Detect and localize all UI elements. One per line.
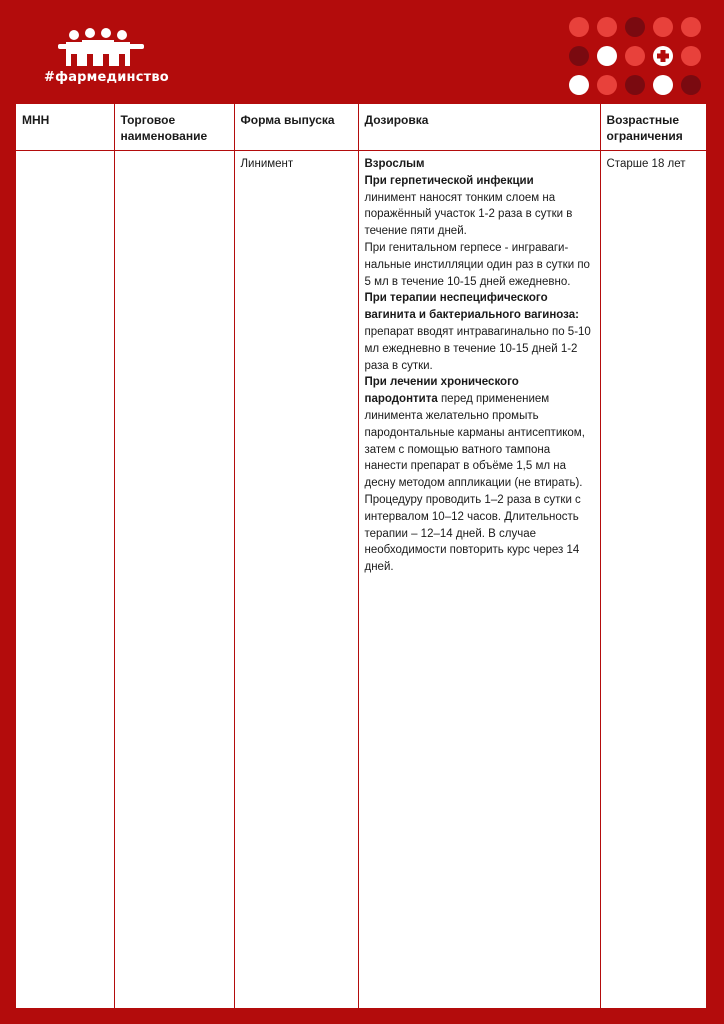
dosage-vaginitis-text: препарат вводят интравагинально по 5-10 мл ежедневно в течение 10-15 дней 1-2 раза в сутки.	[364, 325, 591, 372]
header-form: Форма выпуска	[234, 104, 358, 151]
cell-form: Линимент	[234, 151, 358, 1009]
cell-age: Старше 18 лет	[600, 151, 706, 1009]
dosage-vaginitis	[365, 290, 594, 374]
dosage-adults: Взрослым	[364, 158, 425, 170]
dosage-vaginitis-title: При терапии неспецифического вагинита и бактериального вагиноза:	[364, 292, 579, 322]
table-row	[16, 151, 706, 1009]
dosage-periodontitis	[365, 374, 594, 576]
cell-dosage	[358, 151, 600, 1009]
header-trade-name: Торговое наименование	[114, 104, 234, 151]
header-dosage: Дозировка	[358, 104, 600, 151]
header-mnn: МНН	[16, 104, 114, 151]
dosage-genital-text: При генитальном герпесе - ингравагинальные инстилляции один раз в сутки по 5 мл в течение 10-15 дней ежедневно.	[364, 241, 590, 288]
brand-hashtag: #фармединство	[44, 70, 169, 85]
drug-table-sheet	[16, 104, 706, 1008]
header-age: Возрастные ограничения	[600, 104, 706, 151]
drug-info-table	[16, 104, 706, 1008]
dosage-herpes-text: линимент наносят тонким слоем на поражённый участок 1-2 раза в сутки в течение пяти дней.	[364, 191, 573, 238]
dosage-herpes-title: При герпетической инфекции	[364, 174, 534, 187]
dosage-periodontitis-text: перед применением линимента желательно промыть пародонтальные карманы антисептиком, затем с помощью ватного тампона нанести препарат в объёме 1,5 мл на десну методом аппликации (не втирать). Процедуру проводить 1–2 раза в сутки с интервалом 10–12 часов. Длительность терапии – 12–14 дней. В случае необходимости повторить курс через 14 дней.	[364, 393, 585, 574]
cell-mnn	[16, 151, 114, 1009]
dosage-periodontitis-title: При лечении хронического пародонтита	[364, 376, 519, 406]
cell-trade-name	[114, 151, 234, 1009]
table-header-row	[16, 104, 706, 151]
decorative-dots-icon	[560, 11, 710, 101]
